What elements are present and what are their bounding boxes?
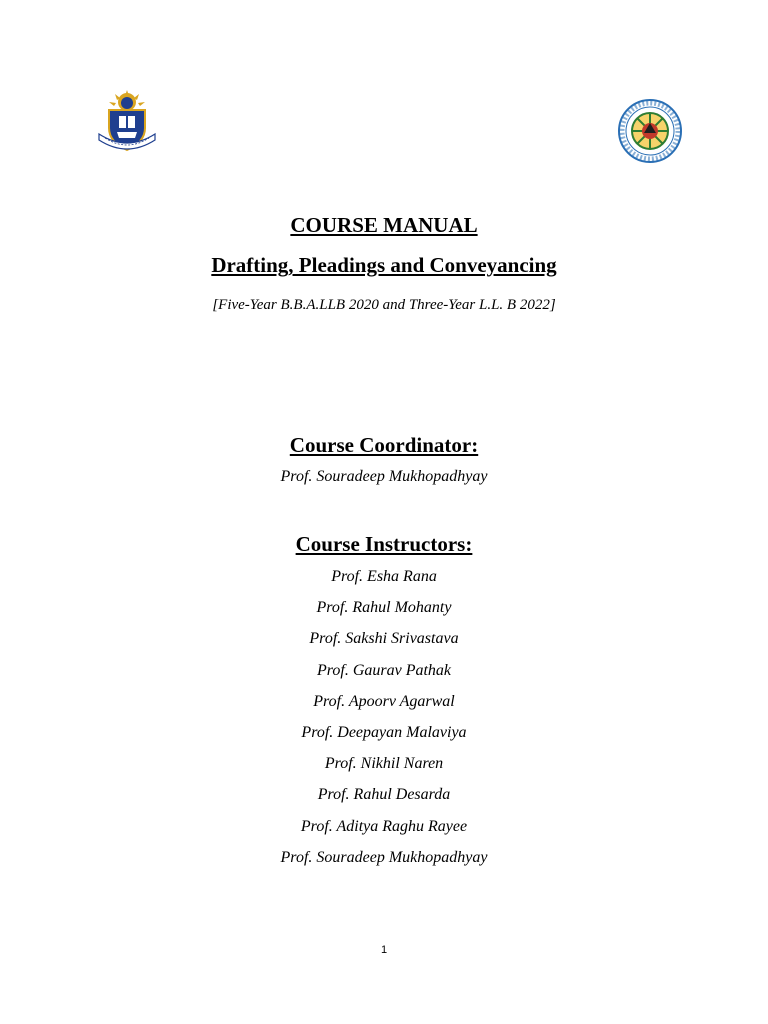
instructor-name: Prof. Esha Rana (331, 568, 437, 585)
instructor-name: Prof. Deepayan Malaviya (301, 723, 467, 741)
instructor-name: Prof. Gaurav Pathak (316, 661, 452, 679)
instructor-name: Prof. Aditya Raghu Rayee (300, 817, 468, 835)
program-note: [Five-Year B.B.A.LLB 2020 and Three-Year L.L. B 2022] (212, 297, 556, 313)
course-name: Drafting, Pleadings and Conveyancing (211, 253, 557, 277)
law-school-seal-logo (618, 99, 682, 163)
instructor-name: Prof. Sakshi Srivastava (309, 630, 459, 648)
document-title: COURSE MANUAL (290, 213, 478, 237)
instructor-name: Prof. Rahul Desarda (317, 786, 451, 804)
instructor-list (0, 566, 768, 878)
coordinator-name: Prof. Souradeep Mukhopadhyay (280, 468, 488, 485)
instructor-name: Prof. Apoorv Agarwal (313, 692, 455, 710)
university-crest-logo (95, 90, 159, 154)
instructor-name: Prof. Rahul Mohanty (316, 599, 452, 617)
page-number: 1 (380, 944, 388, 956)
coordinator-heading: Course Coordinator: (289, 433, 479, 457)
instructors-heading: Course Instructors: (295, 532, 473, 556)
instructor-name: Prof. Nikhil Naren (324, 755, 444, 773)
instructor-name: Prof. Souradeep Mukhopadhyay (280, 848, 488, 866)
